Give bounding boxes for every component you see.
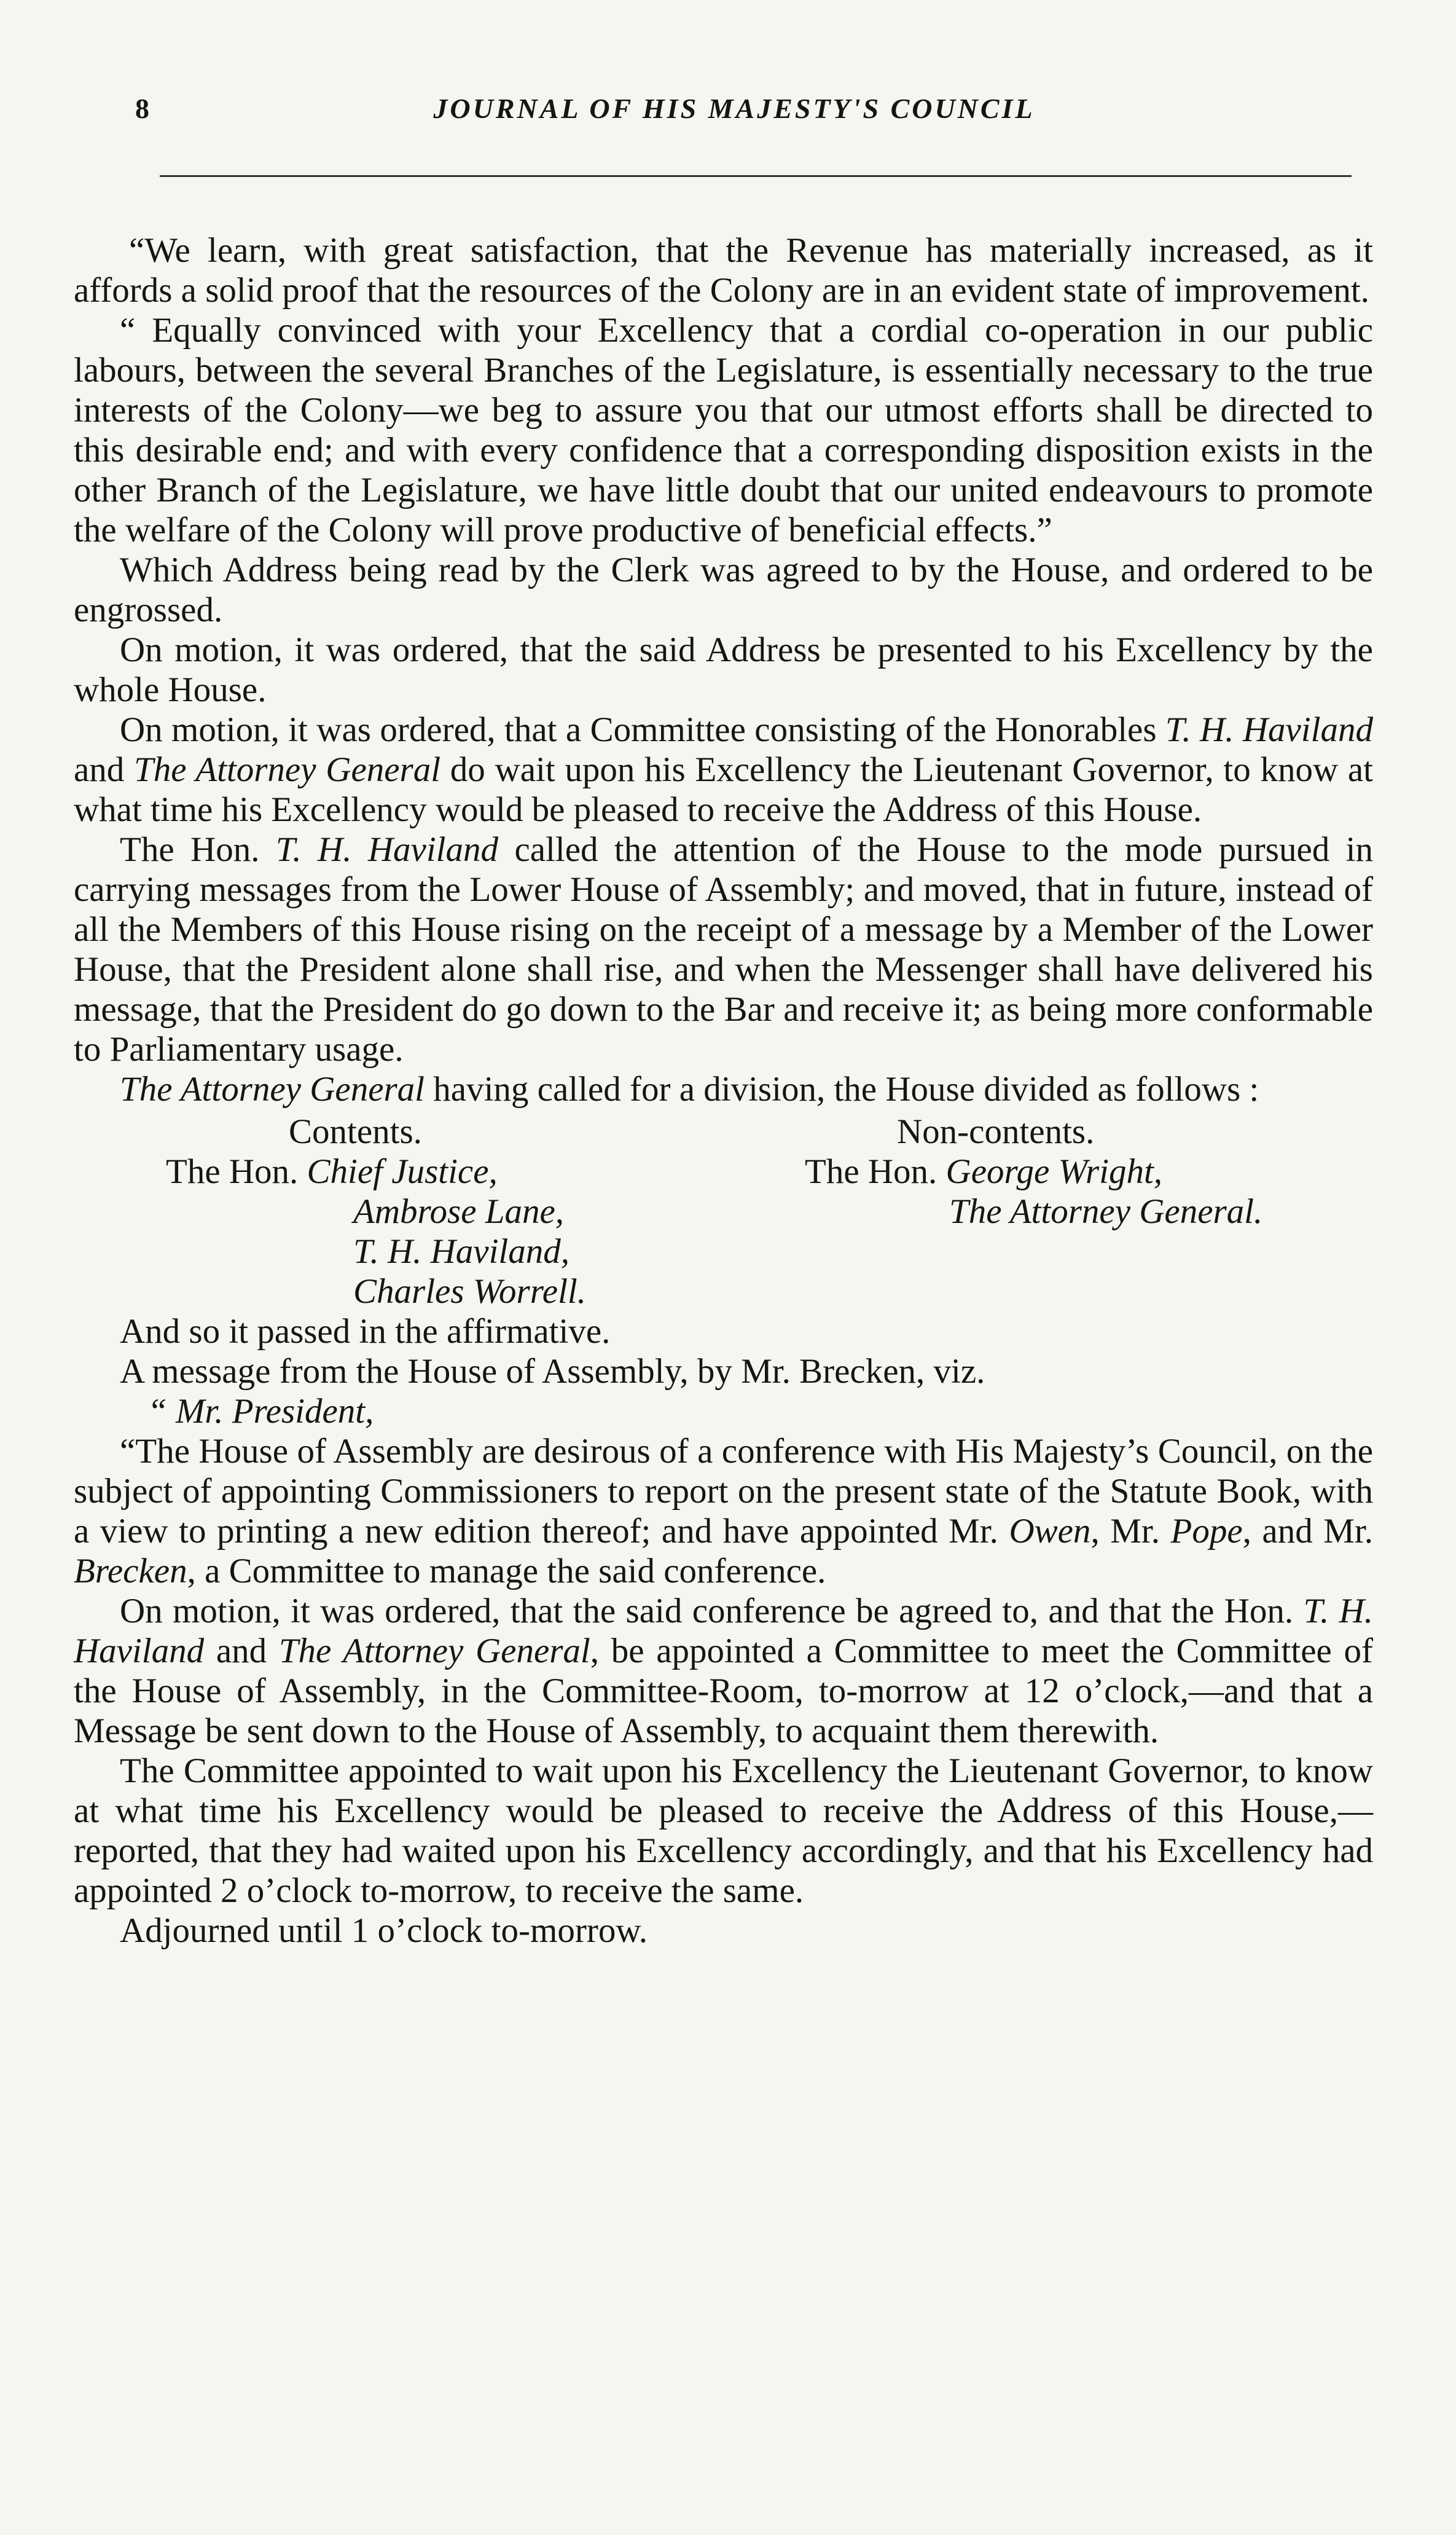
- paragraph-conference-motion: [74, 1591, 1373, 1751]
- assembly-message-after: , a Committee to manage the said conference.: [187, 1552, 826, 1590]
- contents-member: Ambrose Lane,: [353, 1192, 565, 1231]
- paragraph-assembly-message: [74, 1431, 1373, 1591]
- assembly-message-mid2: , and Mr.: [1242, 1512, 1374, 1550]
- paragraph-address-presented: On motion, it was ordered, that the said Address be presented to his Excellency by the whole House.: [74, 631, 1373, 709]
- haviland-motion-before: The Hon.: [120, 830, 276, 869]
- contents-first-row: [166, 1152, 586, 1192]
- conference-motion-after: , be appointed a Committee to meet the Committee of the House of Assembly, in the Committee-Room, to-morrow at 12 o’clock,—and that a Message be sent down to the House of Assembly, to acquaint them therewith.: [74, 1632, 1373, 1750]
- committee-member-attorney-general: The Attorney General: [134, 750, 441, 789]
- running-head: JOURNAL OF HIS MAJESTY'S COUNCIL: [433, 93, 1035, 124]
- paragraph-haviland-motion: [74, 830, 1373, 1069]
- paragraph-revenue: “We learn, with great satisfaction, that the Revenue has materially increased, as it affords a solid proof that the resources of the Colony are in an evident state of improvement.: [74, 231, 1373, 310]
- contents-member: Chief Justice,: [307, 1152, 498, 1191]
- assembly-member-brecken: Brecken: [74, 1552, 187, 1590]
- haviland-name: T. H. Haviland: [275, 830, 499, 869]
- salutation: “ Mr. President,: [147, 1392, 374, 1431]
- contents-heading: Contents.: [289, 1112, 422, 1151]
- assembly-member-pope: Pope: [1170, 1512, 1243, 1550]
- contents-member: T. H. Haviland,: [353, 1232, 570, 1271]
- committee-motion-after: do wait upon his Excellency the Lieutenant Governor, to know at what time his Excellency would be pleased to receive the Address of this House.: [74, 750, 1373, 829]
- noncontents-heading: Non-contents.: [897, 1112, 1095, 1151]
- conference-motion-before: On motion, it was ordered, that the said conference be agreed to, and that the Hon.: [120, 1592, 1304, 1630]
- noncontents-column: [805, 1112, 1262, 1232]
- assembly-message-mid1: , Mr.: [1090, 1512, 1171, 1550]
- paragraph-message-intro: A message from the House of Assembly, by Mr. Brecken, viz.: [120, 1352, 985, 1391]
- committee-member-haviland: T. H. Haviland: [1165, 710, 1373, 749]
- haviland-motion-after: called the attention of the House to the mode pursued in carrying messages from the Lower House of Assembly; and moved, that in future, instead of all the Members of this House rising on the receipt of a message by a Member of the Lower House, that the President alone shall rise, and when the Messenger shall have delivered his message, that the President do go down to the Bar and receive it; as being more conformable to Parliamentary usage.: [74, 830, 1373, 1069]
- division-caller: The Attorney General: [120, 1070, 425, 1109]
- paragraph-adjourned: Adjourned until 1 o’clock to-morrow.: [120, 1911, 648, 1950]
- journal-text: [74, 230, 1373, 1951]
- contents-member: Charles Worrell.: [353, 1272, 586, 1311]
- noncontents-prefix: The Hon.: [805, 1152, 937, 1191]
- committee-motion-mid: and: [74, 750, 135, 789]
- paragraph-committee-motion: [74, 710, 1373, 830]
- assembly-message-before: “The House of Assembly are desirous of a conference with His Majesty’s Council, on the subject of appointing Commissioners to report on the present state of the Statute Book, with a view to printing a new edition thereof; and have appointed Mr.: [74, 1432, 1373, 1550]
- noncontents-first-row: [805, 1152, 1262, 1192]
- paragraph-division-call: [74, 1069, 1373, 1109]
- division-table: [74, 1112, 1373, 1311]
- conference-member-haviland: T. H. Haviland: [74, 1592, 1373, 1670]
- header-rule: [160, 175, 1352, 177]
- paragraph-cooperation: “ Equally convinced with your Excellency that a cordial co-operation in our public labours, between the several Branches of the Legislature, is essentially necessary to the true interests of the Colony—we beg to assure you that our utmost efforts shall be directed to this desirable end; and with every confidence that a corresponding disposition exists in the other Branch of the Legislature, we have little doubt that our united endeavours to promote the welfare of the Colony will prove productive of beneficial effects.”: [74, 311, 1373, 549]
- contents-column: [166, 1112, 586, 1311]
- conference-member-attorney-general: The Attorney General: [278, 1632, 590, 1670]
- page-header: [123, 92, 1345, 135]
- page-number: 8: [135, 93, 149, 124]
- conference-motion-mid: and: [204, 1632, 279, 1670]
- committee-motion-before: On motion, it was ordered, that a Committee consisting of the Honorables: [120, 710, 1165, 749]
- noncontents-member: The Attorney General.: [949, 1192, 1263, 1231]
- paragraph-affirmative: And so it passed in the affirmative.: [120, 1312, 611, 1351]
- contents-prefix: The Hon.: [166, 1152, 299, 1191]
- division-call-after: having called for a division, the House divided as follows :: [425, 1070, 1259, 1109]
- assembly-member-owen: Owen: [1009, 1512, 1091, 1550]
- noncontents-member: George Wright,: [945, 1152, 1163, 1191]
- paragraph-address-read: Which Address being read by the Clerk was agreed to by the House, and ordered to be engrossed.: [74, 551, 1373, 629]
- paragraph-committee-report: The Committee appointed to wait upon his Excellency the Lieutenant Governor, to know at what time his Excellency would be pleased to receive the Address of this House,—reported, that they had waited upon his Excellency accordingly, and that his Excellency had appointed 2 o’clock to-morrow, to receive the same.: [74, 1751, 1373, 1910]
